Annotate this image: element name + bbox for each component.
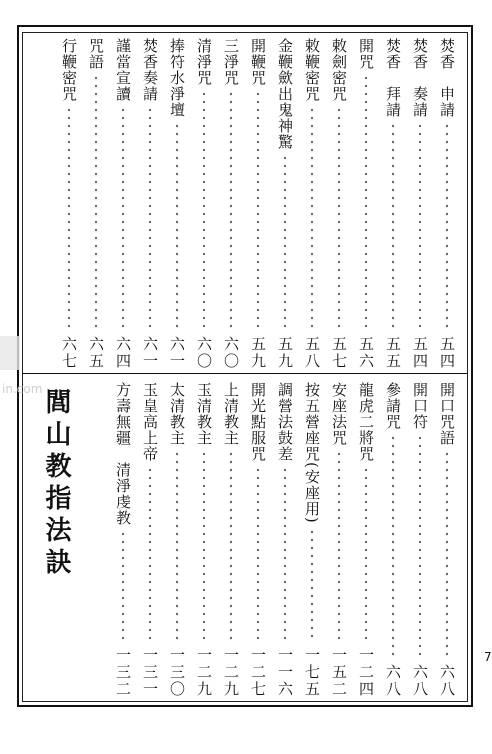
toc-leader-dots	[257, 466, 259, 643]
toc-leader-dots	[257, 90, 259, 332]
toc-entry-page: 五六	[357, 336, 375, 370]
toc-leader-dots	[149, 466, 151, 643]
toc-entry-page: 五四	[411, 336, 429, 370]
toc-entry-title: 焚香 奏請	[411, 38, 429, 118]
toc-entry-title: 龍虎二將咒	[357, 382, 375, 462]
toc-entry-page: 五九	[276, 336, 294, 370]
toc-entry-title: 焚香 拜請	[384, 38, 402, 118]
toc-entry-title: 開口咒語	[438, 382, 456, 446]
toc-leader-dots	[149, 106, 151, 332]
toc-entry-page: 一二七	[249, 647, 267, 698]
toc-entry	[298, 382, 325, 698]
toc-entry-title: 太清教主	[168, 382, 186, 446]
toc-entry-page: 五九	[249, 336, 267, 370]
toc-entry	[109, 38, 136, 370]
toc-entry	[271, 382, 298, 698]
toc-leader-dots	[176, 450, 178, 643]
toc-leader-dots	[419, 434, 421, 660]
toc-entry-page: 六〇	[222, 336, 240, 370]
toc-entry-page: 六五	[87, 336, 105, 370]
toc-leader-dots	[203, 90, 205, 332]
toc-entry-title: 敕劍密咒	[330, 38, 348, 102]
toc-entry-page: 一二四	[357, 647, 375, 698]
toc-entry-title: 咒語	[87, 38, 105, 70]
toc-leader-dots	[284, 466, 286, 643]
toc-leader-dots	[365, 74, 367, 332]
toc-entry-title: 上清教主	[222, 382, 240, 446]
page-number: 7	[484, 650, 492, 664]
toc-entry-title: 敕鞭密咒	[303, 38, 321, 102]
toc-entry-page: 一二九	[222, 647, 240, 698]
toc-leader-dots	[95, 74, 97, 332]
toc-bottom-section	[74, 382, 460, 698]
toc-entry-page: 一七五	[303, 647, 321, 698]
watermark-mark	[0, 336, 20, 370]
toc-entry	[55, 38, 82, 370]
toc-entry	[136, 38, 163, 370]
toc-entry-page: 一三一	[141, 647, 159, 698]
toc-leader-dots	[203, 450, 205, 643]
toc-entry	[406, 38, 433, 370]
toc-entry-title: 三淨咒	[222, 38, 240, 86]
toc-entry-page: 六八	[384, 664, 402, 698]
toc-leader-dots	[338, 106, 340, 332]
toc-entry	[244, 382, 271, 698]
toc-entry	[190, 382, 217, 698]
toc-entry-page: 六七	[60, 336, 78, 370]
toc-entry-title: 捧符水淨壇	[168, 38, 186, 118]
toc-entry	[163, 382, 190, 698]
toc-entry-page: 一三二	[114, 647, 132, 698]
toc-entry	[379, 382, 406, 698]
toc-entry	[298, 38, 325, 370]
toc-entry-title: 安座法咒	[330, 382, 348, 446]
toc-entry-title: 開鞭咒	[249, 38, 267, 86]
toc-entry-title: 開光點服咒	[249, 382, 267, 462]
toc-entry-page: 一二九	[195, 647, 213, 698]
toc-entry	[271, 38, 298, 370]
watermark-text: in.com	[2, 382, 43, 396]
toc-entry-title: 方壽無疆 清淨虔教	[114, 382, 132, 526]
toc-entry	[379, 38, 406, 370]
toc-leader-dots	[392, 122, 394, 332]
toc-leader-dots	[122, 530, 124, 643]
section-divider	[22, 373, 468, 374]
toc-entry-title: 參請咒	[384, 382, 402, 430]
toc-entry	[433, 38, 460, 370]
toc-entry-page: 五五	[384, 336, 402, 370]
toc-entry-page: 五八	[303, 336, 321, 370]
toc-entry-page: 一五二	[330, 647, 348, 698]
toc-entry-title: 玉皇高上帝	[141, 382, 159, 462]
toc-entry-title: 謹當宣讀	[114, 38, 132, 102]
toc-entry	[217, 38, 244, 370]
book-title: 閭山教指法訣	[41, 388, 71, 580]
toc-leader-dots	[311, 106, 313, 332]
toc-leader-dots	[230, 450, 232, 643]
toc-entry	[352, 382, 379, 698]
toc-entry-page: 五四	[438, 336, 456, 370]
toc-entry-title: 清淨咒	[195, 38, 213, 86]
toc-entry	[433, 382, 460, 698]
toc-entry-title: 玉清教主	[195, 382, 213, 446]
toc-entry	[352, 38, 379, 370]
toc-entry	[109, 382, 136, 698]
toc-leader-dots	[392, 434, 394, 660]
toc-entry-page: 六一	[141, 336, 159, 370]
toc-entry	[406, 382, 433, 698]
toc-entry-page: 六八	[411, 664, 429, 698]
toc-entry	[325, 38, 352, 370]
toc-entry	[82, 38, 109, 370]
toc-entry-title: 焚香奏請	[141, 38, 159, 102]
toc-leader-dots	[365, 466, 367, 643]
toc-top-section	[28, 38, 460, 370]
toc-leader-dots	[284, 154, 286, 332]
toc-entry-page: 一三〇	[168, 647, 186, 698]
toc-entry-title: 按五營座咒(安座用)	[303, 382, 321, 524]
toc-entry	[244, 38, 271, 370]
toc-leader-dots	[68, 106, 70, 332]
toc-entry-page: 一一六	[276, 647, 294, 698]
toc-entry	[325, 382, 352, 698]
toc-entry	[163, 38, 190, 370]
toc-leader-dots	[311, 528, 313, 643]
toc-leader-dots	[446, 122, 448, 332]
toc-entry-title: 開咒	[357, 38, 375, 70]
toc-entry	[217, 382, 244, 698]
toc-entry-title: 焚香 申請	[438, 38, 456, 118]
toc-entry-title: 行鞭密咒	[60, 38, 78, 102]
toc-entry-page: 六〇	[195, 336, 213, 370]
toc-entry-title: 調營法鼓差	[276, 382, 294, 462]
toc-entry-title: 開口符	[411, 382, 429, 430]
toc-entry-page: 六八	[438, 664, 456, 698]
toc-entry-title: 金鞭歛出鬼神驚	[276, 38, 294, 150]
toc-entry-page: 六一	[168, 336, 186, 370]
toc-entry-page: 五七	[330, 336, 348, 370]
toc-entry	[136, 382, 163, 698]
toc-leader-dots	[230, 90, 232, 332]
toc-leader-dots	[419, 122, 421, 332]
toc-entry	[190, 38, 217, 370]
toc-leader-dots	[176, 122, 178, 332]
toc-leader-dots	[338, 450, 340, 643]
toc-leader-dots	[446, 450, 448, 660]
toc-leader-dots	[122, 106, 124, 332]
toc-entry-page: 六四	[114, 336, 132, 370]
